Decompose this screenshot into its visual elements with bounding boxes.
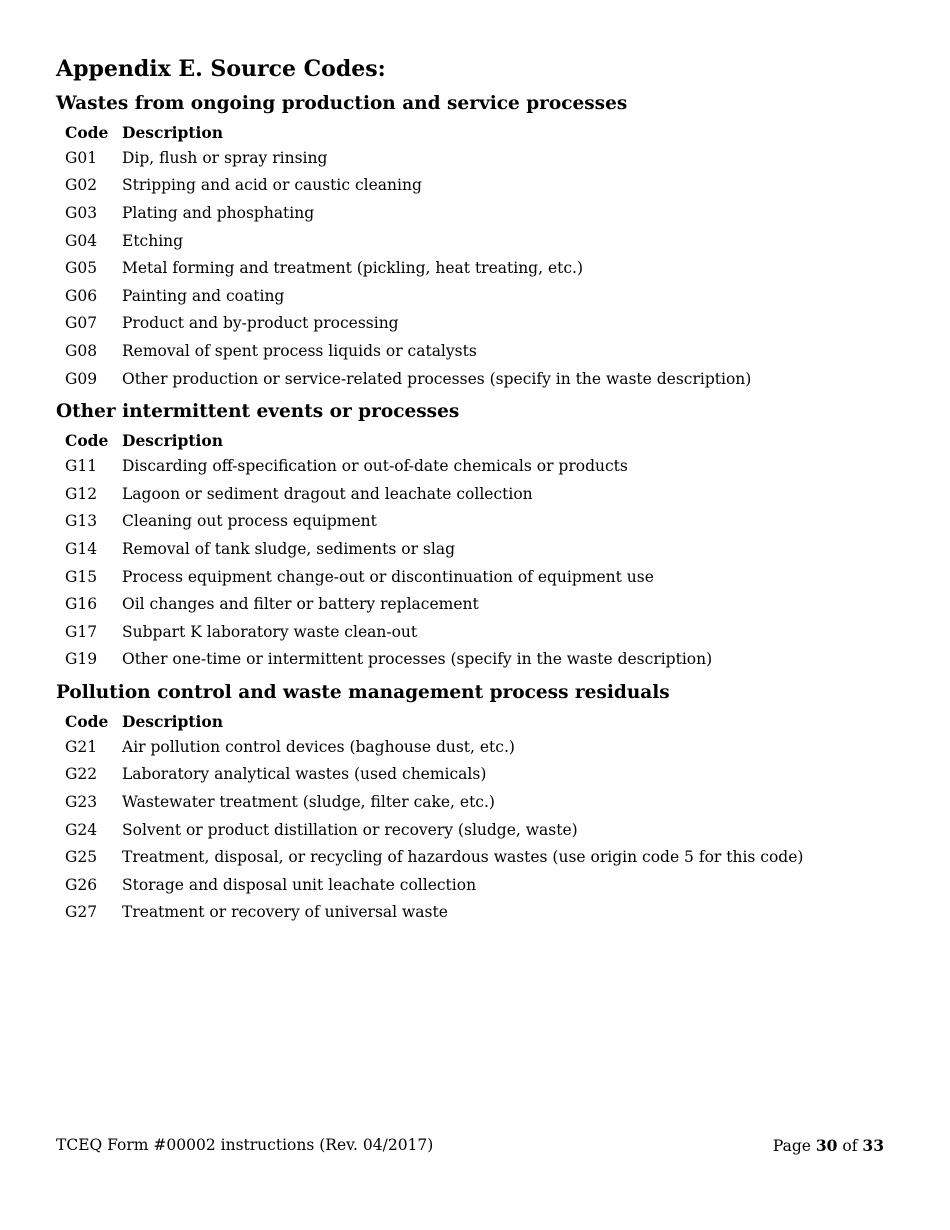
table-header-row	[58, 709, 803, 733]
description-cell: Treatment, disposal, or recycling of hazardous wastes (use origin code 5 for this code)	[122, 848, 804, 867]
form-label: TCEQ Form #00002 instructions (Rev. 04/2017)	[56, 1136, 434, 1154]
code-cell: G04	[65, 231, 98, 250]
description-cell: Air pollution control devices (baghouse dust, etc.)	[122, 737, 515, 756]
description-cell: Removal of tank sludge, sediments or slag	[122, 539, 456, 558]
table-row	[58, 761, 803, 789]
description-cell: Oil changes and filter or battery replacement	[122, 595, 479, 614]
description-cell: Product and by-product processing	[122, 314, 399, 333]
code-cell: G25	[65, 848, 98, 867]
table-row	[58, 788, 803, 816]
table-row	[58, 508, 712, 536]
description-cell: Process equipment change-out or discontinuation of equipment use	[122, 567, 654, 586]
description-cell: Cleaning out process equipment	[122, 512, 377, 531]
document-page	[56, 54, 896, 934]
description-cell: Storage and disposal unit leachate collection	[122, 875, 477, 894]
page-total: 33	[862, 1136, 884, 1155]
description-cell: Laboratory analytical wastes (used chemicals)	[122, 765, 487, 784]
description-cell: Etching	[122, 231, 184, 250]
description-cell: Other production or service-related processes (specify in the waste description)	[122, 369, 752, 388]
description-cell: Subpart K laboratory waste clean-out	[122, 622, 418, 641]
code-cell: G07	[65, 314, 98, 333]
description-cell: Other one-time or intermittent processes (specify in the waste description)	[122, 650, 713, 669]
code-cell: G21	[65, 737, 98, 756]
table-row	[58, 365, 751, 393]
page-number	[773, 1136, 884, 1155]
description-cell: Dip, flush or spray rinsing	[122, 148, 328, 167]
code-column-header: Code	[65, 122, 109, 142]
table-row	[58, 337, 751, 365]
code-cell: G24	[65, 820, 98, 839]
code-cell: G08	[65, 341, 98, 360]
description-cell: Painting and coating	[122, 286, 285, 305]
code-cell: G06	[65, 286, 98, 305]
table-row	[58, 563, 712, 591]
code-cell: G05	[65, 259, 98, 278]
code-cell: G12	[65, 484, 98, 503]
description-cell: Wastewater treatment (sludge, filter cake, etc.)	[122, 793, 495, 812]
code-column-header: Code	[65, 711, 109, 731]
table-row	[58, 480, 712, 508]
table-header-row	[58, 120, 751, 144]
description-cell: Plating and phosphating	[122, 203, 315, 222]
section-heading: Pollution control and waste management process residuals	[56, 682, 670, 704]
code-cell: G15	[65, 567, 98, 586]
section-pollution-control	[56, 681, 896, 926]
description-column-header: Description	[122, 711, 224, 731]
description-cell: Discarding off-specification or out-of-date chemicals or products	[122, 457, 628, 476]
page-title: Appendix E. Source Codes:	[56, 56, 386, 82]
table-row	[58, 843, 803, 871]
description-column-header: Description	[122, 122, 224, 142]
code-cell: G27	[65, 903, 98, 922]
section-heading: Wastes from ongoing production and service processes	[56, 93, 628, 114]
source-codes-table	[58, 120, 751, 392]
table-row	[58, 646, 712, 674]
table-row	[58, 733, 803, 761]
code-cell: G17	[65, 622, 98, 641]
code-cell: G23	[65, 793, 98, 812]
table-row	[58, 227, 751, 255]
table-row	[58, 871, 803, 899]
table-row	[58, 535, 712, 563]
code-column-header: Code	[65, 430, 109, 450]
page-prefix: Page	[772, 1137, 811, 1155]
code-cell: G16	[65, 595, 98, 614]
description-cell: Treatment or recovery of universal waste	[122, 903, 448, 922]
table-row	[58, 310, 751, 338]
page-current: 30	[815, 1136, 838, 1155]
code-cell: G19	[65, 650, 98, 669]
description-cell: Stripping and acid or caustic cleaning	[122, 176, 422, 195]
page-separator: of	[842, 1137, 858, 1155]
code-cell: G03	[65, 203, 98, 222]
code-cell: G09	[65, 369, 98, 388]
code-cell: G14	[65, 539, 98, 558]
description-cell: Solvent or product distillation or recovery (sludge, waste)	[122, 820, 578, 839]
table-row	[58, 899, 803, 927]
code-cell: G11	[65, 457, 98, 476]
description-column-header: Description	[122, 430, 224, 450]
code-cell: G26	[65, 875, 98, 894]
code-cell: G13	[65, 512, 98, 531]
table-row	[58, 816, 803, 844]
table-row	[58, 144, 751, 172]
section-heading: Other intermittent events or processes	[56, 401, 460, 423]
code-cell: G22	[65, 765, 98, 784]
description-cell: Metal forming and treatment (pickling, heat treating, etc.)	[122, 259, 584, 278]
table-row	[58, 172, 751, 200]
section-intermittent-events	[56, 400, 896, 673]
table-row	[58, 618, 712, 646]
table-row	[58, 254, 751, 282]
page-footer	[56, 1136, 884, 1155]
source-codes-table	[58, 709, 803, 926]
description-cell: Lagoon or sediment dragout and leachate collection	[122, 484, 533, 503]
table-row	[58, 452, 712, 480]
code-cell: G01	[65, 148, 98, 167]
section-ongoing-processes	[56, 92, 896, 392]
table-row	[58, 199, 751, 227]
description-cell: Removal of spent process liquids or catalysts	[122, 341, 477, 360]
table-row	[58, 590, 712, 618]
source-codes-table	[58, 428, 712, 673]
table-row	[58, 282, 751, 310]
table-header-row	[58, 428, 712, 452]
code-cell: G02	[65, 176, 98, 195]
